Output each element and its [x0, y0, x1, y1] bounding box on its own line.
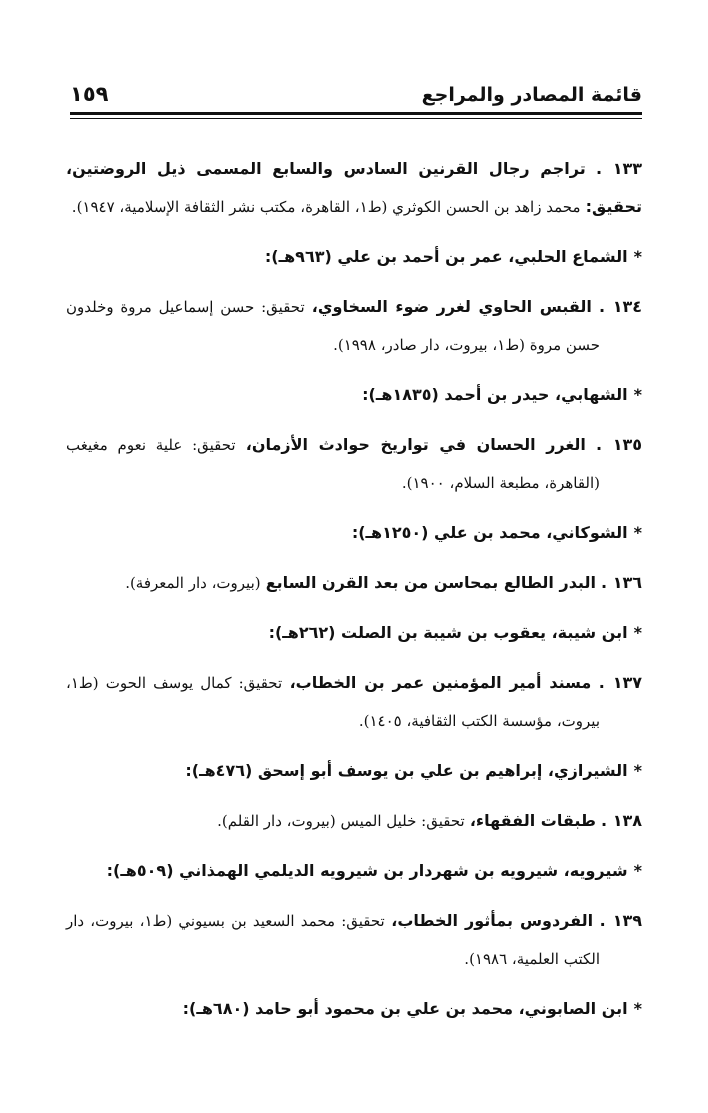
entry-details: تحقيق: خليل الميس (بيروت، دار القلم).	[217, 812, 465, 830]
author-name: ابن الصابوني، محمد بن علي بن محمود أبو حامد (٦٨٠هـ):	[182, 999, 628, 1018]
entry-title: القبس الحاوي لغرر ضوء السخاوي،	[311, 297, 592, 316]
author-heading	[66, 238, 642, 276]
header-rule-thick	[70, 112, 642, 115]
author-heading	[66, 514, 642, 552]
author-name: ابن شيبة، يعقوب بن شيبة بن الصلت (٢٦٢هـ):	[268, 623, 628, 642]
entry-details: تحقيق: علية نعوم مغيغب (القاهرة، مطبعة السلام، ١٩٠٠).	[66, 436, 600, 492]
entry-details: تحقيق: كمال يوسف الحوت (ط١، بيروت، مؤسسة الكتب الثقافية، ١٤٠٥).	[66, 674, 600, 730]
entry-title: الغرر الحسان في تواريخ حوادث الأزمان،	[245, 435, 586, 454]
bullet-asterisk: *	[633, 623, 642, 642]
entry-details: تحقيق: حسن إسماعيل مروة وخلدون حسن مروة (ط١، بيروت، دار صادر، ١٩٩٨).	[66, 298, 600, 354]
entry-number: ١٣٨ .	[601, 811, 642, 830]
bibliography-entry	[66, 802, 642, 840]
bibliography-entry	[66, 426, 642, 502]
bullet-asterisk: *	[633, 385, 642, 404]
bibliography-entry	[66, 902, 642, 978]
page-number: ١٥٩	[70, 82, 109, 106]
entry-number: ١٣٦ .	[601, 573, 642, 592]
entry-title: تراجم رجال القرنين السادس والسابع المسمى ذيل الروضتين، تحقيق:	[66, 159, 642, 216]
entry-title: الفردوس بمأثور الخطاب،	[391, 911, 594, 930]
bullet-asterisk: *	[633, 761, 642, 780]
entry-title: مسند أمير المؤمنين عمر بن الخطاب،	[289, 673, 592, 692]
author-heading	[66, 614, 642, 652]
author-name: الشماع الحلبي، عمر بن أحمد بن علي (٩٦٣هـ):	[264, 247, 628, 266]
entry-number: ١٣٤ .	[599, 297, 642, 316]
entry-number: ١٣٧ .	[598, 673, 642, 692]
bibliography-entry	[66, 288, 642, 364]
entry-number: ١٣٣ .	[595, 159, 642, 178]
author-name: شيرويه، شيرويه بن شهردار بن شيرويه الديلمي الهمذاني (٥٠٩هـ):	[106, 861, 628, 880]
page-header	[70, 76, 642, 106]
bullet-asterisk: *	[633, 861, 642, 880]
bibliography-list	[66, 150, 642, 1040]
author-heading	[66, 852, 642, 890]
bullet-asterisk: *	[633, 523, 642, 542]
author-name: الشيرازي، إبراهيم بن علي بن يوسف أبو إسحق (٤٧٦هـ):	[185, 761, 628, 780]
entry-details: تحقيق: محمد السعيد بن بسيوني (ط١، بيروت، دار الكتب العلمية، ١٩٨٦).	[66, 912, 600, 968]
bibliography-entry	[66, 150, 642, 226]
author-heading	[66, 752, 642, 790]
author-heading	[66, 990, 642, 1028]
bullet-asterisk: *	[633, 247, 642, 266]
entry-details: (بيروت، دار المعرفة).	[125, 574, 261, 592]
entry-title: طبقات الفقهاء،	[469, 811, 596, 830]
bibliography-entry	[66, 664, 642, 740]
author-name: الشوكاني، محمد بن علي (١٢٥٠هـ):	[351, 523, 628, 542]
bullet-asterisk: *	[633, 999, 642, 1018]
author-name: الشهابي، حيدر بن أحمد (١٨٣٥هـ):	[362, 385, 628, 404]
running-title: قائمة المصادر والمراجع	[421, 84, 642, 106]
entry-number: ١٣٥ .	[596, 435, 643, 454]
bibliography-entry	[66, 564, 642, 602]
entry-details: محمد زاهد بن الحسن الكوثري (ط١، القاهرة، مكتب نشر الثقافة الإسلامية، ١٩٤٧).	[71, 198, 581, 216]
author-heading	[66, 376, 642, 414]
header-rule-thin	[70, 118, 642, 119]
entry-title: البدر الطالع بمحاسن من بعد القرن السابع	[265, 573, 596, 592]
entry-number: ١٣٩ .	[599, 911, 642, 930]
